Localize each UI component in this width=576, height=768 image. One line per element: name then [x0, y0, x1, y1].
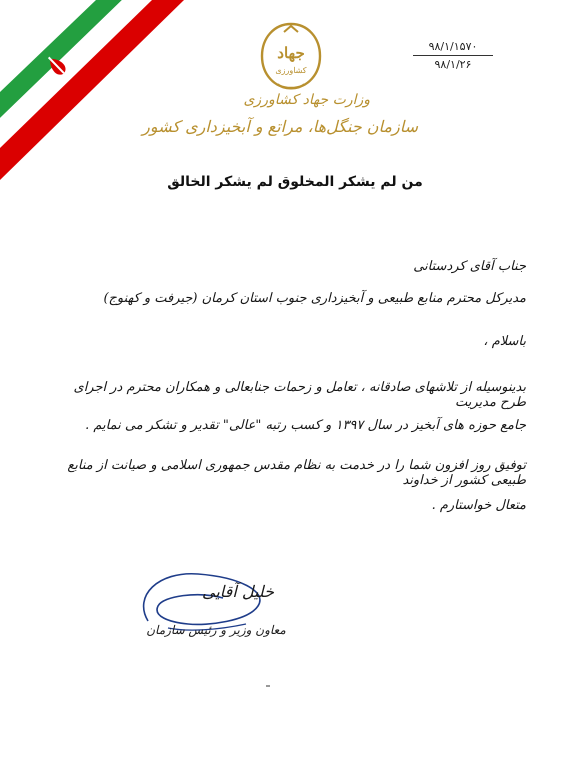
organization-name: سازمان جنگل‌ها، مراتع و آبخیزداری کشور [142, 117, 418, 136]
reference-block [413, 38, 493, 73]
paragraph1-line2: جامع حوزه های آبخیز در سال ۱۳۹۷ و کسب رتبه "عالی" تقدیر و تشکر می نمایم . [85, 418, 526, 433]
reference-number: ۹۸/۱/۱۵۷۰ [413, 38, 493, 56]
paragraph1-line1: بدینوسیله از تلاشهای صادقانه ، تعامل و زحمات جنابعالی و همکاران محترم در اجرای طرح مدیریت [73, 380, 526, 410]
reference-date: ۹۸/۱/۲۶ [434, 58, 472, 71]
motto: من لم يشكر المخلوق لم يشكر الخالق [167, 174, 423, 190]
page-mark [266, 685, 270, 687]
paragraph2-line2: متعال خواستارم . [431, 498, 526, 513]
signatory-name: خلیل آقایی [202, 582, 274, 601]
recipient-title: مدیرکل محترم منابع طبیعی و آبخیزداری جنوب استان کرمان (جیرفت و کهنوج) [103, 291, 526, 306]
logo-line1: جهاد [277, 44, 305, 62]
salutation: باسلام ، [483, 334, 526, 349]
ministry-name: وزارت جهاد کشاورزی [243, 92, 370, 108]
logo-line2: کشاورزی [275, 66, 307, 75]
recipient-name: جناب آقای کردستانی [413, 259, 526, 274]
signatory-title: معاون وزیر و رئیس سازمان [146, 623, 286, 637]
paragraph2-line1: توفیق روز افزون شما را در خدمت به نظام مقدس جمهوری اسلامی و صیانت از منابع طبیعی کشور از خداوند [67, 458, 526, 488]
jahad-keshavarzi-logo-icon [258, 20, 324, 94]
